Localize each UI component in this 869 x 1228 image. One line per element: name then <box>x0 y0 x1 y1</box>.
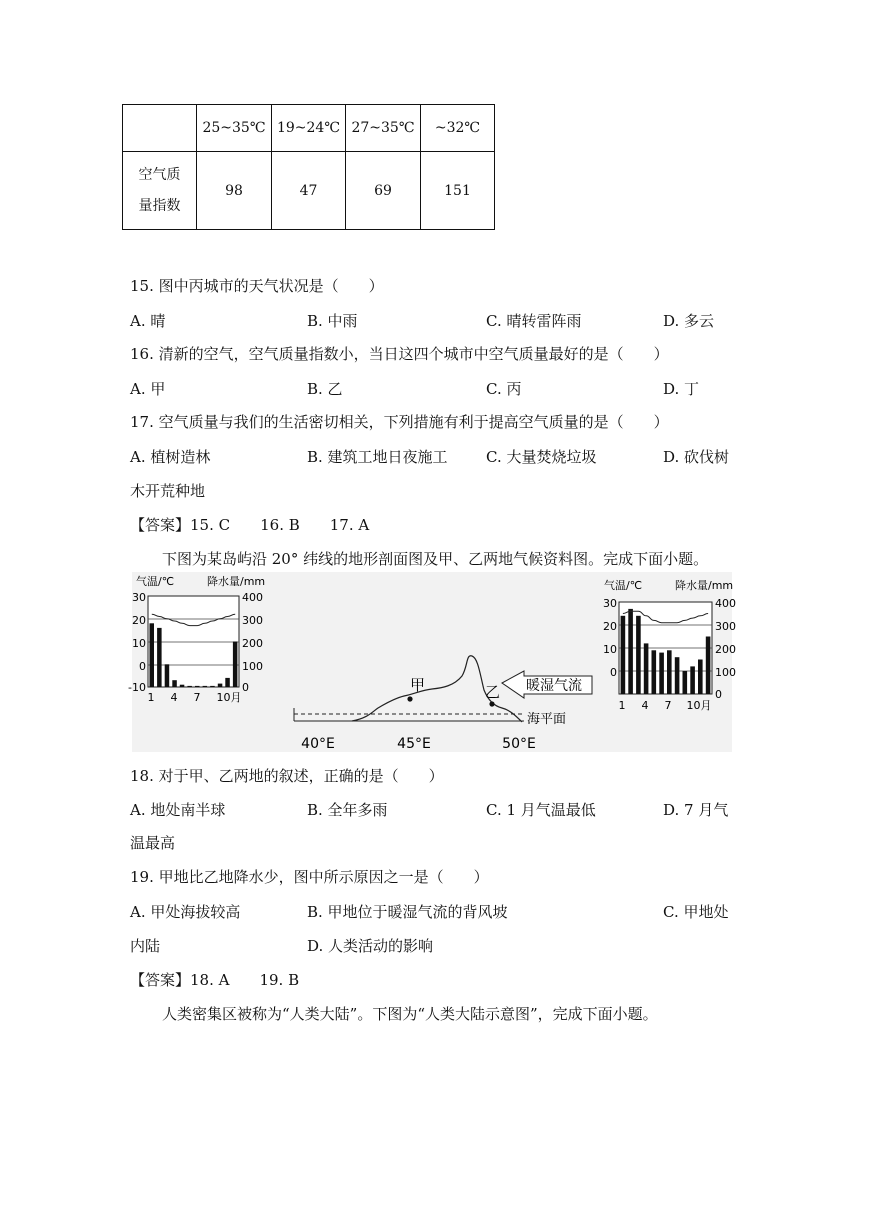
yi-location-dot <box>489 701 494 706</box>
q15-option-d: D. 多云 <box>663 312 715 330</box>
jia-precip-bar <box>165 664 170 687</box>
aqi-label-line1: 空气质 <box>138 166 181 183</box>
jia-plot-area <box>148 596 239 687</box>
q19-option-c: C. 甲地处 <box>663 903 729 921</box>
airflow-label: 暖湿气流 <box>526 678 582 694</box>
answer-15-17: 【答案】15. C 16. B 17. A <box>130 516 370 534</box>
yi-precip-tick: 400 <box>715 597 736 610</box>
q17-option-d-continued: 木开荒种地 <box>130 482 206 500</box>
q18-option-d: D. 7 月气 <box>663 801 729 819</box>
yi-month-tick: 10月 <box>686 699 712 712</box>
q17-option-d: D. 砍伐树 <box>663 448 730 466</box>
jia-temp-tick: 0 <box>139 660 146 673</box>
intro-next-questions: 人类密集区被称为“人类大陆”。下图为“人类大陆示意图”，完成下面小题。 <box>162 1005 658 1023</box>
temp-cell-4: ~32℃ <box>421 105 495 152</box>
jia-precip-tick: 0 <box>242 681 249 694</box>
yi-month-tick: 7 <box>664 699 672 712</box>
yi-precip-bar <box>644 643 649 694</box>
yi-precip-bar <box>690 666 695 694</box>
temp-cell-1: 25~35℃ <box>197 105 272 152</box>
q18-option-d-continued: 温最高 <box>130 834 176 852</box>
jia-precip-tick: 100 <box>242 660 263 673</box>
q17-stem: 17. 空气质量与我们的生活密切相关，下列措施有利于提高空气质量的是（ ） <box>130 413 669 431</box>
aqi-cell-3: 69 <box>346 152 421 230</box>
weather-table <box>122 104 495 230</box>
yi-temp-tick: 20 <box>603 620 617 633</box>
climate-chart-yi <box>603 578 736 712</box>
q16-option-c: C. 丙 <box>486 380 522 398</box>
aqi-cell-1: 98 <box>197 152 272 230</box>
yi-precip-tick: 0 <box>715 688 722 701</box>
q18-stem: 18. 对于甲、乙两地的叙述，正确的是（ ） <box>130 767 444 785</box>
yi-month-tick: 1 <box>618 699 626 712</box>
longitude-tick: 45°E <box>397 736 431 752</box>
jia-month-tick: 10月 <box>216 691 242 704</box>
intro-18-19: 下图为某岛屿沿 20° 纬线的地形剖面图及甲、乙两地气候资料图。完成下面小题。 <box>162 550 709 568</box>
yi-precip-axis-label: 降水量/mm <box>675 579 734 592</box>
yi-month-tick: 4 <box>641 699 649 712</box>
temp-cell-2: 19~24℃ <box>272 105 346 152</box>
q18-option-c: C. 1 月气温最低 <box>486 801 596 819</box>
yi-precip-bar <box>652 650 657 694</box>
jia-precip-bar <box>218 684 223 687</box>
jia-precip-tick: 300 <box>242 614 263 627</box>
yi-precip-bar <box>621 616 626 694</box>
q16-stem: 16. 清新的空气，空气质量指数小，当日这四个城市中空气质量最好的是（ ） <box>130 345 669 363</box>
yi-precip-bar <box>675 657 680 694</box>
yi-temp-axis-label: 气温/℃ <box>604 579 643 592</box>
aqi-cell-4: 151 <box>421 152 495 230</box>
q15-option-a: A. 晴 <box>130 312 166 330</box>
q18-option-b: B. 全年多雨 <box>307 801 388 819</box>
q18-option-a: A. 地处南半球 <box>130 801 226 819</box>
table-corner-cell <box>123 105 197 152</box>
sea-level-label: 海平面 <box>527 712 567 727</box>
jia-precip-bar <box>225 678 230 687</box>
jia-precip-bar <box>150 623 155 687</box>
jia-precip-bar <box>210 686 215 687</box>
jia-precip-bar <box>157 628 162 687</box>
yi-temp-tick: 10 <box>603 643 617 656</box>
yi-precip-bar <box>636 616 641 694</box>
q19-option-a: A. 甲处海拔较高 <box>130 903 241 921</box>
q15-stem: 15. 图中丙城市的天气状况是（ ） <box>130 277 384 295</box>
yi-location-label: 乙 <box>485 683 501 701</box>
jia-month-tick: 7 <box>193 691 201 704</box>
jia-month-tick: 4 <box>170 691 178 704</box>
jia-location-label: 甲 <box>410 676 426 694</box>
yi-precip-tick: 100 <box>715 666 736 679</box>
climate-chart-jia <box>128 574 265 704</box>
longitude-tick: 40°E <box>301 736 335 752</box>
longitude-tick: 50°E <box>502 736 536 752</box>
yi-temp-tick: 30 <box>603 597 617 610</box>
aqi-label-cell <box>123 152 197 230</box>
q19-option-d: D. 人类活动的影响 <box>307 937 434 955</box>
yi-temp-tick: 0 <box>610 666 617 679</box>
climate-profile-figure <box>128 572 736 752</box>
jia-precip-bar <box>172 680 177 687</box>
aqi-cell-2: 47 <box>272 152 346 230</box>
q17-option-a: A. 植树造林 <box>130 448 211 466</box>
q15-option-c: C. 晴转雷阵雨 <box>486 312 582 330</box>
yi-precip-bar <box>659 653 664 694</box>
jia-precip-bar <box>233 642 238 688</box>
yi-precip-bar <box>706 637 711 695</box>
jia-precip-bar <box>203 686 208 687</box>
terrain-profile <box>294 656 592 752</box>
answer-18-19: 【答案】18. A 19. B <box>130 971 300 989</box>
jia-precip-tick: 200 <box>242 637 263 650</box>
jia-location-dot <box>407 696 412 701</box>
jia-temp-tick: 30 <box>132 591 146 604</box>
q16-option-a: A. 甲 <box>130 380 166 398</box>
jia-temp-tick: -10 <box>128 681 146 694</box>
jia-precip-bar <box>187 686 192 687</box>
aqi-label-line2: 量指数 <box>138 197 181 214</box>
jia-temp-tick: 10 <box>132 637 146 650</box>
q16-option-d: D. 丁 <box>663 380 700 398</box>
jia-temp-axis-label: 气温/℃ <box>136 575 175 588</box>
q19-option-c-continued: 内陆 <box>130 937 161 955</box>
jia-precip-bar <box>195 686 200 687</box>
jia-month-tick: 1 <box>147 691 155 704</box>
yi-precip-bar <box>698 660 703 695</box>
q19-option-b: B. 甲地位于暖湿气流的背风坡 <box>307 903 508 921</box>
temp-cell-3: 27~35℃ <box>346 105 421 152</box>
q17-option-b: B. 建筑工地日夜施工 <box>307 448 448 466</box>
q17-option-c: C. 大量焚烧垃圾 <box>486 448 597 466</box>
q16-option-b: B. 乙 <box>307 380 343 398</box>
jia-precip-tick: 400 <box>242 591 263 604</box>
jia-temp-tick: 20 <box>132 614 146 627</box>
q15-option-b: B. 中雨 <box>307 312 358 330</box>
yi-precip-tick: 300 <box>715 620 736 633</box>
q19-stem: 19. 甲地比乙地降水少，图中所示原因之一是（ ） <box>130 868 489 886</box>
yi-precip-bar <box>667 650 672 694</box>
yi-precip-tick: 200 <box>715 643 736 656</box>
yi-precip-bar <box>628 609 633 694</box>
yi-precip-bar <box>683 671 688 694</box>
jia-precip-bar <box>180 685 185 687</box>
jia-precip-axis-label: 降水量/mm <box>207 575 266 588</box>
